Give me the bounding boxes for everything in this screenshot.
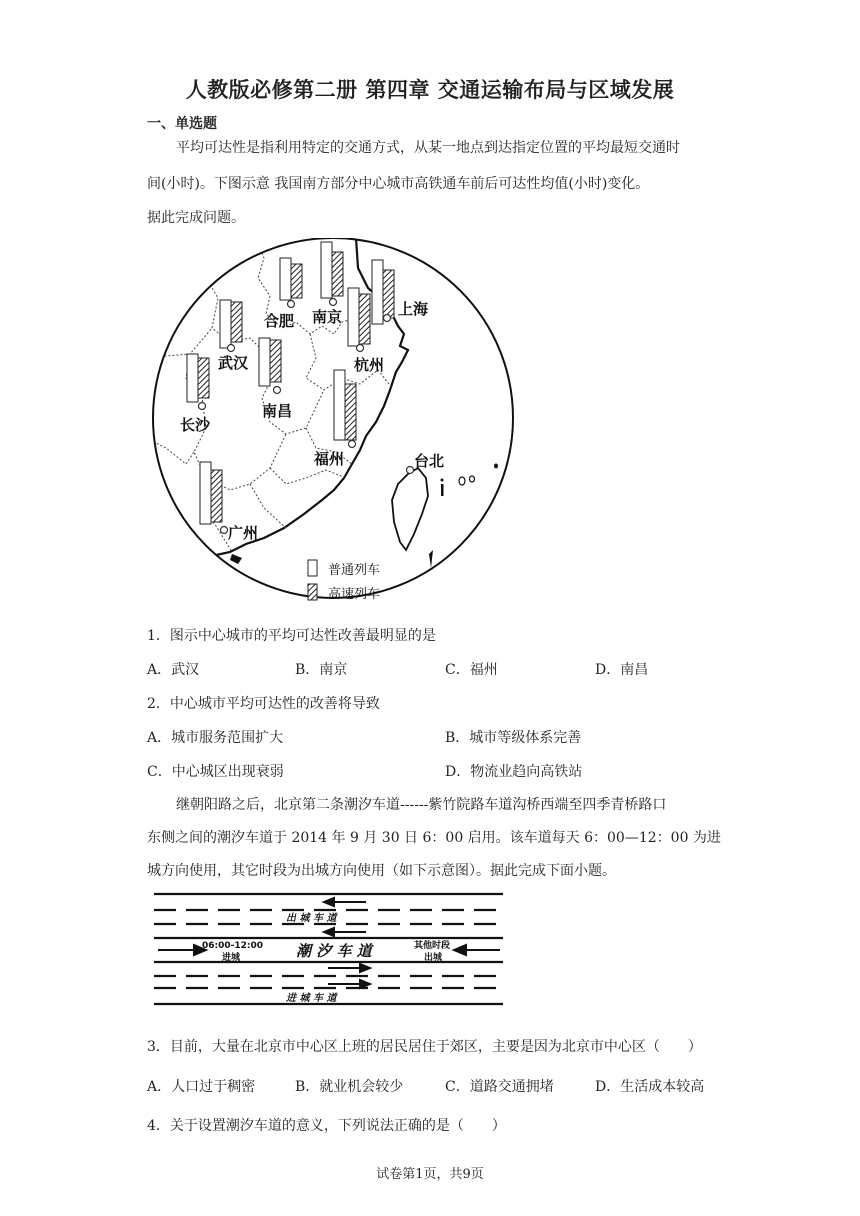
q1-option-c[interactable]: C．福州 <box>445 662 498 678</box>
inbound-time-label: 06:00-12:00 <box>202 941 264 951</box>
outbound-direction-label: 出城 <box>424 953 443 963</box>
q3-option-d[interactable]: D．生活成本较高 <box>595 1079 705 1095</box>
passage2-line1: 继朝阳路之后，北京第二条潮汐车道------紫竹院路车道沟桥西端至四季青桥路口 <box>176 797 667 813</box>
passage1-line2: 间(小时)。下图示意 我国南方部分中心城市高铁通车前后可达性均值(小时)变化。 <box>147 176 650 192</box>
section-heading: 一、单选题 <box>147 116 217 132</box>
q1-option-d[interactable]: D．南昌 <box>595 662 649 678</box>
question-3-stem: 3．目前，大量在北京市中心区上班的居民居住于郊区，主要是因为北京市中心区（ ） <box>147 1039 702 1055</box>
city-label-wuhan: 武汉 <box>218 354 249 372</box>
q3-option-b[interactable]: B．就业机会较少 <box>295 1079 404 1095</box>
city-label-nanchang: 南昌 <box>262 402 293 420</box>
city-label-guangzhou: 广州 <box>228 524 259 542</box>
q2-option-c[interactable]: C．中心城区出现衰弱 <box>147 764 284 780</box>
tidal-lane-diagram <box>148 888 508 1012</box>
passage1-line3: 据此完成问题。 <box>147 210 245 226</box>
legend-highspeed-label: 高速列车 <box>328 587 381 602</box>
tidal-lane-label: 潮 汐 车 道 <box>296 942 372 960</box>
city-label-nanjing: 南京 <box>312 308 343 326</box>
inbound-lane-label: 进 城 车 道 <box>286 993 337 1004</box>
q2-option-b[interactable]: B．城市等级体系完善 <box>445 730 582 746</box>
city-label-hangzhou: 杭州 <box>354 356 385 374</box>
question-1-stem: 1．图示中心城市的平均可达性改善最明显的是 <box>147 628 436 644</box>
q3-option-a[interactable]: A．人口过于稠密 <box>147 1079 256 1095</box>
legend-normal-label: 普通列车 <box>328 563 381 578</box>
accessibility-map <box>146 238 536 613</box>
q1-option-a[interactable]: A．武汉 <box>147 662 200 678</box>
page-footer: 试卷第1页，共9页 <box>376 1167 484 1182</box>
passage1-line1: 平均可达性是指利用特定的交通方式，从某一地点到达指定位置的平均最短交通时 <box>176 140 680 156</box>
q2-option-a[interactable]: A．城市服务范围扩大 <box>147 730 284 746</box>
q1-option-b[interactable]: B．南京 <box>295 662 348 678</box>
page-title: 人教版必修第二册 第四章 交通运输布局与区域发展 <box>185 78 675 102</box>
city-label-taipei: 台北 <box>414 452 445 470</box>
outbound-lane-label: 出 城 车 道 <box>286 913 337 924</box>
city-label-changsha: 长沙 <box>180 416 211 434</box>
q3-option-c[interactable]: C．道路交通拥堵 <box>445 1079 554 1095</box>
q2-option-d[interactable]: D．物流业趋向高铁站 <box>445 764 583 780</box>
passage2-line2: 东侧之间的潮汐车道于 2014 年 9 月 30 日 6：00 启用。该车道每天 6：00—12：00 为进 <box>147 830 721 846</box>
city-label-hefei: 合肥 <box>264 312 295 330</box>
inbound-direction-label: 进城 <box>222 953 241 963</box>
question-4-stem: 4．关于设置潮汐车道的意义，下列说法正确的是（ ） <box>147 1118 506 1134</box>
outbound-time-label: 其他时段 <box>414 941 451 951</box>
question-2-stem: 2．中心城市平均可达性的改善将导致 <box>147 696 380 712</box>
passage2-line3: 城方向使用，其它时段为出城方向使用（如下示意图）。据此完成下面小题。 <box>147 863 616 879</box>
city-label-shanghai: 上海 <box>398 300 429 318</box>
city-label-fuzhou: 福州 <box>314 450 345 468</box>
